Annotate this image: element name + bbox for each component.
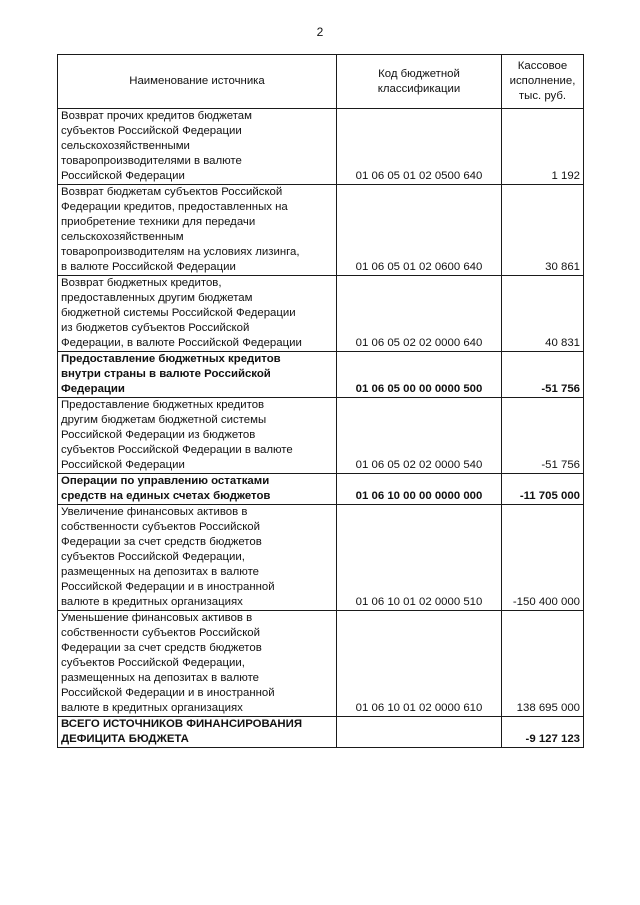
row-source-name [58,109,337,185]
table-row-subtotal [58,474,584,505]
row-source-name [58,352,337,398]
row-source-name-text: Предоставление бюджетных кредитов внутри страны в валюте Российской Федерации [61,353,281,395]
row-source-name [58,474,337,505]
row-source-name-text: Возврат бюджетных кредитов, предоставленных другим бюджетам бюджетной системы Российской Федерации из бюджетов субъектов Российской Федерации, в валюте Российской Федерации [61,277,302,349]
page-number: 2 [316,25,324,39]
row-budget-code: 01 06 05 02 02 0000 640 [337,276,502,352]
table-row [58,398,584,474]
row-amount: -51 756 [502,398,584,474]
row-budget-code: 01 06 10 01 02 0000 510 [337,505,502,611]
row-source-name [58,505,337,611]
row-source-name [58,276,337,352]
table-row-total [58,717,584,748]
header-source-name: Наименование источника [58,55,337,109]
row-budget-code: 01 06 05 01 02 0500 640 [337,109,502,185]
row-source-name-text: Уменьшение финансовых активов в собственности субъектов Российской Федерации за счет средств бюджетов субъектов Российской Федерации, размещенных на депозитах в валюте Российской Федерации и в иностранной валюте в кредитных организациях [61,612,275,714]
table-row-subtotal [58,352,584,398]
table-row [58,185,584,276]
row-budget-code: 01 06 10 01 02 0000 610 [337,611,502,717]
row-source-name-text: Предоставление бюджетных кредитов другим бюджетам бюджетной системы Российской Федерации из бюджетов субъектов Российской Федерации в валюте Российской Федерации [61,399,293,471]
row-budget-code: 01 06 10 00 00 0000 000 [337,474,502,505]
row-amount: 138 695 000 [502,611,584,717]
table-row [58,109,584,185]
row-amount: -9 127 123 [502,717,584,748]
row-budget-code [337,717,502,748]
row-amount: 40 831 [502,276,584,352]
row-budget-code: 01 06 05 02 02 0000 540 [337,398,502,474]
row-source-name-text: Операции по управлению остатками средств на единых счетах бюджетов [61,475,271,502]
table-row [58,505,584,611]
row-source-name [58,398,337,474]
row-budget-code: 01 06 05 01 02 0600 640 [337,185,502,276]
row-source-name [58,611,337,717]
header-cash-execution: Кассовое исполнение, тыс. руб. [502,55,584,109]
row-amount: 1 192 [502,109,584,185]
row-source-name-text: Возврат прочих кредитов бюджетам субъектов Российской Федерации сельскохозяйственными товаропроизводителями в валюте Российской Федерации [61,110,252,182]
row-source-name [58,717,337,748]
row-amount: -51 756 [502,352,584,398]
table-header-row [58,55,584,109]
table-row [58,276,584,352]
row-source-name [58,185,337,276]
row-amount: -11 705 000 [502,474,584,505]
row-source-name-text: Возврат бюджетам субъектов Российской Федерации кредитов, предоставленных на приобретение техники для передачи сельскохозяйственным товаропроизводителям на условиях лизинга, в валюте Российской Федерации [61,186,300,273]
row-source-name-text: ВСЕГО ИСТОЧНИКОВ ФИНАНСИРОВАНИЯ ДЕФИЦИТА БЮДЖЕТА [61,718,303,745]
header-budget-code: Код бюджетной классификации [337,55,502,109]
row-amount: -150 400 000 [502,505,584,611]
table-row [58,611,584,717]
row-source-name-text: Увеличение финансовых активов в собственности субъектов Российской Федерации за счет средств бюджетов субъектов Российской Федерации, размещенных на депозитах в валюте Российской Федерации и в иностранной валюте в кредитных организациях [61,506,275,608]
row-budget-code: 01 06 05 00 00 0000 500 [337,352,502,398]
row-amount: 30 861 [502,185,584,276]
financing-sources-table [57,54,584,748]
